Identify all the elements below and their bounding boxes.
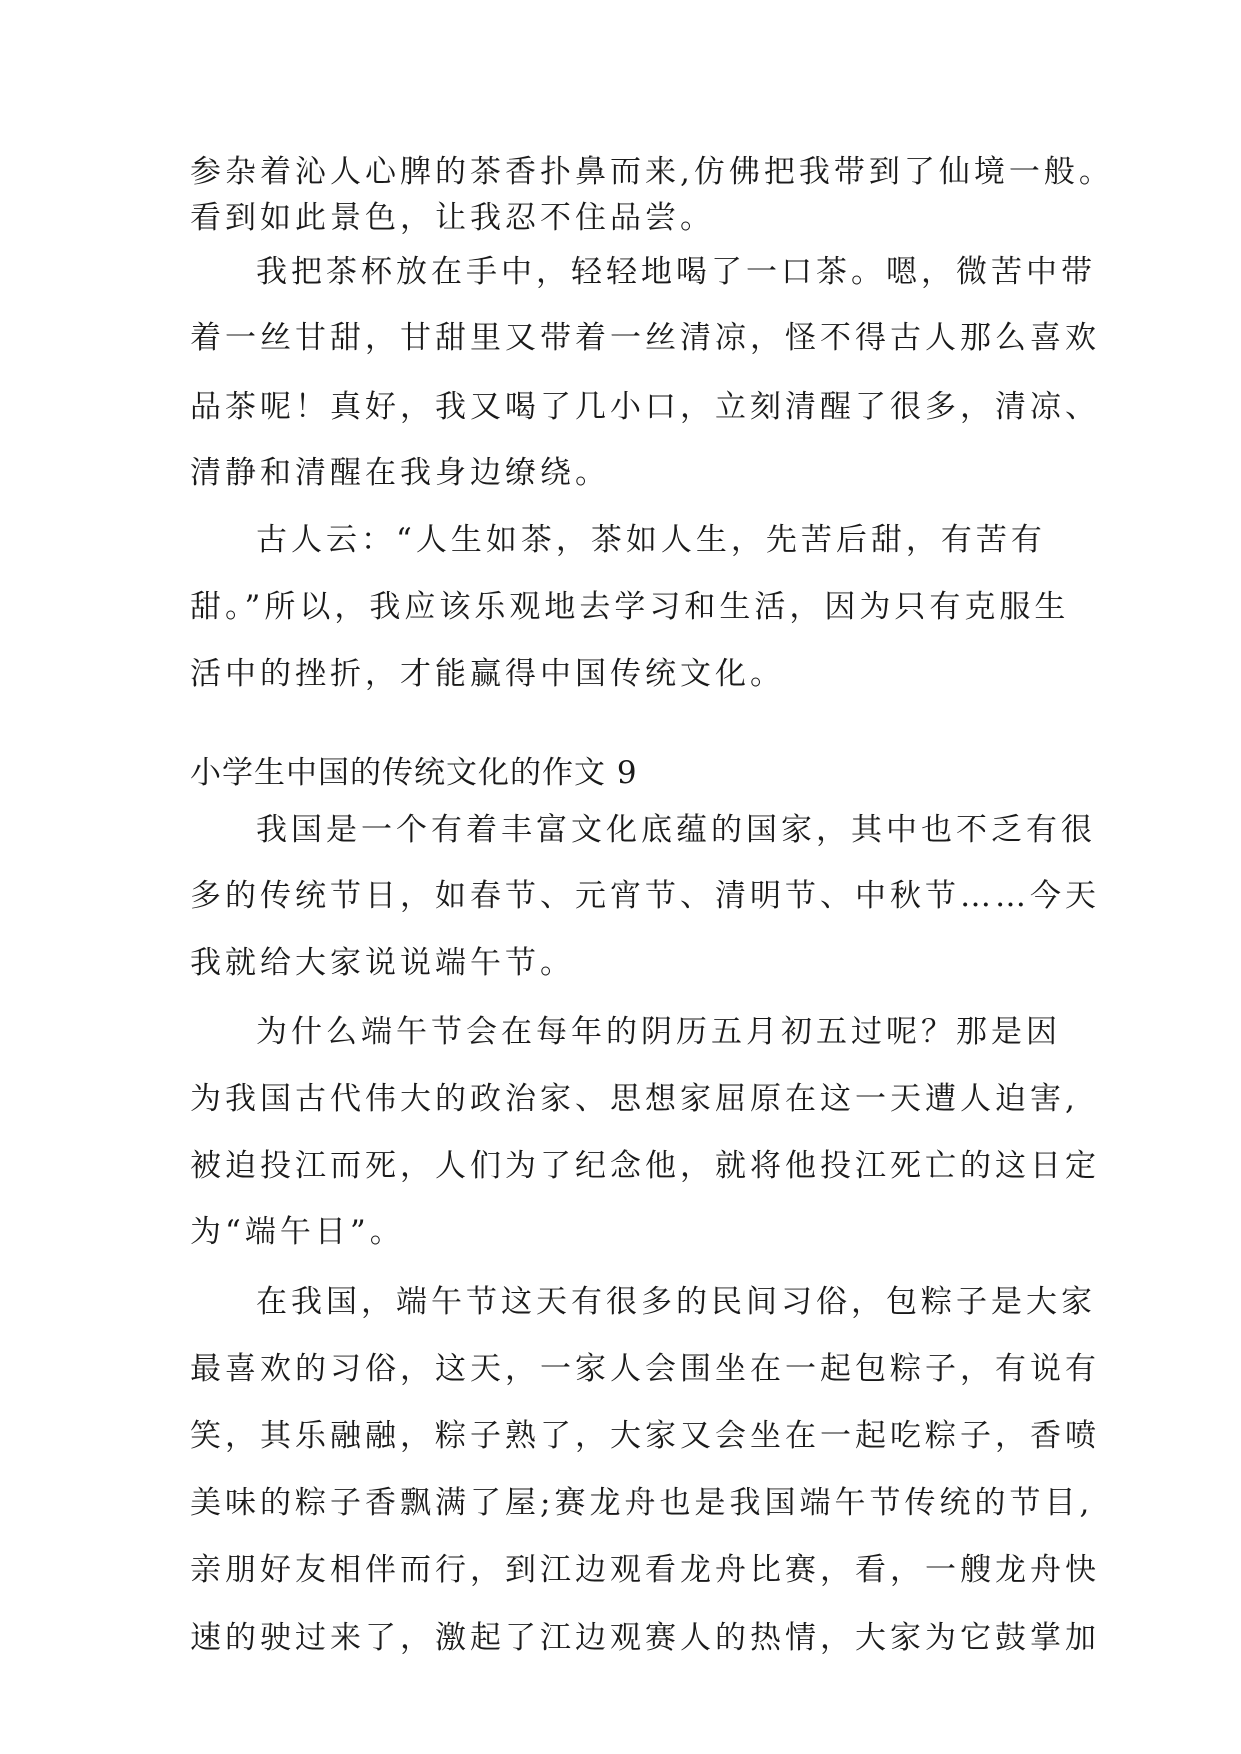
text-line: 参杂着沁人心脾的茶香扑鼻而来,仿佛把我带到了仙境一般。 — [190, 154, 1114, 190]
text-line: 最喜欢的习俗，这天，一家人会围坐在一起包粽子，有说有 — [190, 1351, 1100, 1387]
section-heading: 小学生中国的传统文化的作文 9 — [190, 755, 638, 791]
text-line: 在我国，端午节这天有很多的民间习俗，包粽子是大家 — [256, 1284, 1096, 1320]
text-line: 为我国古代伟大的政治家、思想家屈原在这一天遭人迫害, — [190, 1081, 1079, 1117]
text-line: 清静和清醒在我身边缭绕。 — [190, 455, 610, 491]
text-line: 我就给大家说说端午节。 — [190, 945, 575, 981]
text-line: 活中的挫折，才能赢得中国传统文化。 — [190, 656, 785, 692]
text-line: 古人云：“人生如茶，茶如人生，先苦后甜，有苦有 — [256, 522, 1046, 558]
text-line: 看到如此景色，让我忍不住品尝。 — [190, 200, 715, 236]
text-line: 笑，其乐融融，粽子熟了，大家又会坐在一起吃粽子，香喷 — [190, 1418, 1100, 1454]
text-line: 着一丝甘甜，甘甜里又带着一丝清凉，怪不得古人那么喜欢 — [190, 320, 1100, 356]
text-line: 品茶呢！真好，我又喝了几小口，立刻清醒了很多，清凉、 — [190, 389, 1100, 425]
text-line: 我国是一个有着丰富文化底蕴的国家，其中也不乏有很 — [256, 812, 1096, 848]
text-line: 为“端午日”。 — [190, 1214, 405, 1250]
text-line: 速的驶过来了，激起了江边观赛人的热情，大家为它鼓掌加 — [190, 1620, 1100, 1656]
text-line: 为什么端午节会在每年的阴历五月初五过呢？那是因 — [256, 1014, 1061, 1050]
text-line: 被迫投江而死，人们为了纪念他，就将他投江死亡的这日定 — [190, 1148, 1100, 1184]
text-line: 美味的粽子香飘满了屋;赛龙舟也是我国端午节传统的节目, — [190, 1485, 1094, 1521]
text-line: 我把茶杯放在手中，轻轻地喝了一口茶。嗯，微苦中带 — [256, 254, 1096, 290]
text-line: 亲朋好友相伴而行，到江边观看龙舟比赛，看，一艘龙舟快 — [190, 1552, 1100, 1588]
text-line: 多的传统节日，如春节、元宵节、清明节、中秋节……今天 — [190, 878, 1100, 914]
text-line: 甜。”所以，我应该乐观地去学习和生活，因为只有克服生 — [190, 589, 1070, 625]
